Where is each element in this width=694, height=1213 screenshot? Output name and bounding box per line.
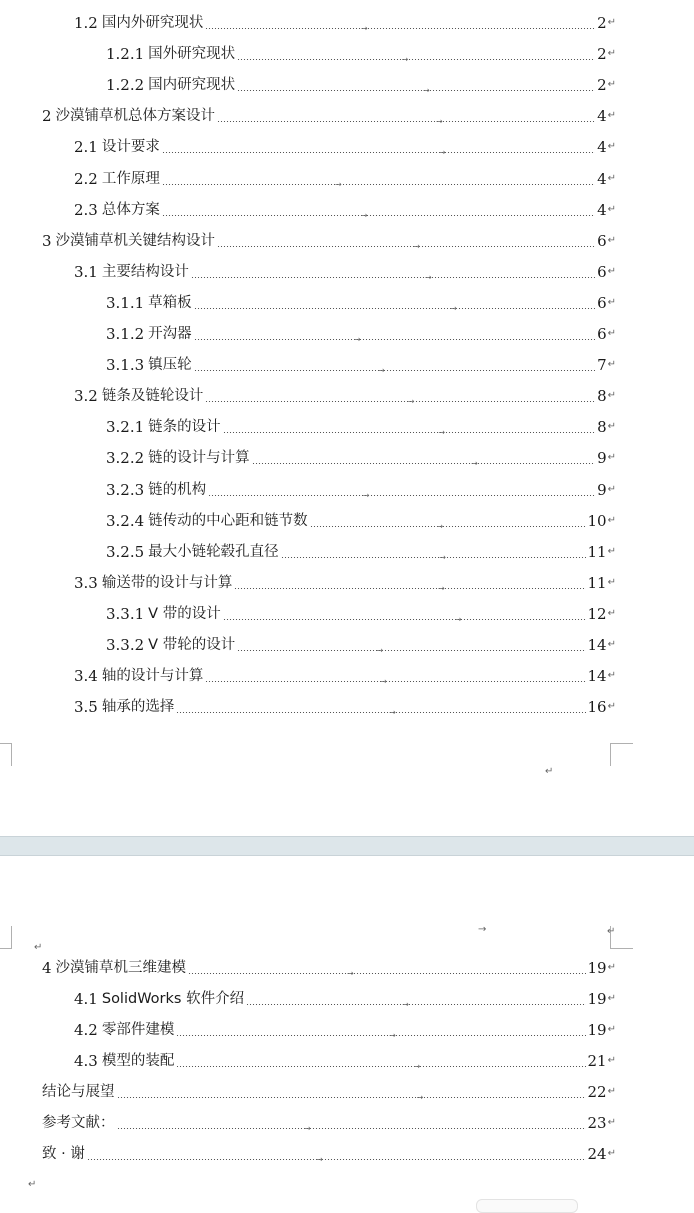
tab-mark: → — [389, 708, 396, 718]
toc-entry-page: 8 — [597, 387, 607, 406]
toc-entry[interactable] — [42, 228, 616, 250]
toc-entry-page: 6 — [597, 231, 607, 250]
toc-entry[interactable] — [74, 197, 616, 219]
toc-entry-title: 零部件建模 — [101, 1022, 175, 1038]
toc-entry-title: 设计要求 — [101, 139, 160, 156]
toc-entry-number: 3.5 — [74, 698, 98, 717]
toc-entry-title: 最大小链轮毂孔直径 — [148, 543, 279, 560]
margin-corner-top-left — [0, 743, 12, 766]
tab-mark: → — [389, 1031, 396, 1040]
toc-entry-title: 国内研究现状 — [148, 77, 236, 94]
paragraph-mark: ↵ — [607, 670, 616, 682]
toc-entry-number: 3.1.1 — [106, 293, 145, 312]
toc-entry-page: 14 — [587, 667, 607, 686]
tab-mark: → — [376, 646, 384, 655]
toc-entry-number: 3.1.2 — [106, 325, 145, 343]
toc-entry[interactable] — [74, 694, 616, 716]
toc-entry-number: 3.2 — [74, 387, 98, 406]
toc-dot-leader — [208, 490, 594, 500]
paragraph-mark: ↵ — [607, 110, 616, 122]
page-gap — [0, 836, 694, 856]
toc-entry[interactable] — [106, 414, 616, 436]
paragraph-mark: ↵ — [607, 328, 616, 339]
toc-entry-page: 2 — [597, 45, 607, 64]
toc-entry-page: 12 — [587, 604, 607, 623]
toc-entry-title: V 带轮的设计 — [148, 637, 236, 653]
toc-entry[interactable] — [74, 166, 616, 188]
toc-dot-leader — [162, 179, 595, 189]
toc-entry-title: 主要结构设计 — [101, 263, 189, 280]
toc-entry[interactable] — [74, 1017, 616, 1039]
toc-dot-leader — [237, 55, 594, 65]
paragraph-mark: ↵ — [607, 576, 616, 588]
toc-entry-title: 链传动的中心距和链节数 — [148, 512, 308, 529]
toc-entry-page: 8 — [597, 418, 607, 437]
toc-entry-number: 3.4 — [74, 667, 98, 686]
toc-entry-number: 3.2.5 — [106, 542, 145, 561]
toc-entry-title: 总体方案 — [101, 201, 160, 218]
margin-corner-top-right — [610, 743, 633, 766]
paragraph-mark: ↵ — [607, 926, 616, 937]
paragraph-mark: ↵ — [607, 993, 616, 1004]
toc-entry[interactable] — [106, 321, 616, 343]
floating-toolbar-edge — [476, 1199, 578, 1213]
toc-dot-leader — [205, 397, 594, 407]
toc-entry-title: 输送带的设计与计算 — [101, 574, 233, 591]
toc-entry[interactable] — [74, 134, 616, 156]
paragraph-mark: ↵ — [607, 1148, 616, 1159]
toc-entry-page: 19 — [587, 1021, 607, 1039]
toc-entry-number: 2.3 — [74, 200, 98, 219]
toc-entry-page: 10 — [587, 511, 607, 530]
paragraph-mark: ↵ — [607, 639, 616, 650]
toc-entry[interactable] — [74, 570, 616, 592]
tab-mark: → — [438, 428, 446, 438]
toc-dot-leader — [246, 1000, 585, 1009]
tab-mark: → — [436, 117, 443, 127]
toc-entry-number: 3.3.2 — [106, 636, 145, 654]
toc-dot-leader — [194, 335, 595, 344]
toc-entry-title: 开沟器 — [148, 326, 192, 342]
tab-mark: → — [347, 969, 354, 978]
tab-mark: → — [316, 1155, 323, 1164]
toc-dot-leader — [87, 1155, 586, 1164]
toc-entry-title: 链的设计与计算 — [148, 450, 250, 467]
tab-mark: → — [380, 677, 387, 687]
toc-entry[interactable] — [74, 259, 616, 281]
tab-mark: → — [304, 1124, 311, 1133]
toc-entry-page: 4 — [597, 200, 607, 219]
toc-entry-number: 3.2.4 — [106, 511, 145, 530]
tab-mark: → — [362, 490, 370, 500]
toc-entry[interactable] — [74, 1048, 616, 1070]
toc-entry-title: 工作原理 — [101, 170, 160, 187]
toc-entry-number: 4.2 — [74, 1021, 98, 1039]
tab-mark: → — [378, 366, 385, 376]
toc-entry-page: 6 — [597, 262, 607, 281]
paragraph-mark: ↵ — [607, 203, 616, 215]
tab-mark: → — [438, 583, 445, 593]
paragraph-mark: ↵ — [607, 79, 616, 91]
toc-entry-title: 草箱板 — [148, 294, 192, 311]
toc-entry[interactable] — [74, 663, 616, 685]
toc-entry-title: 链条的设计 — [148, 419, 221, 436]
toc-entry[interactable] — [42, 955, 616, 977]
toc-entry-number: 1.2.1 — [106, 45, 145, 64]
paragraph-mark: ↵ — [607, 514, 616, 526]
toc-entry[interactable] — [106, 539, 616, 561]
toc-entry-number: 3.3 — [74, 573, 98, 592]
toc-entry-title: 轴承的选择 — [101, 699, 175, 716]
toc-dot-leader — [176, 1062, 585, 1071]
tab-mark: → — [413, 241, 421, 251]
toc-entry-page: 2 — [597, 14, 607, 32]
toc-entry[interactable] — [106, 290, 616, 312]
paragraph-mark: ↵ — [607, 452, 616, 464]
toc-entry-title: 国外研究现状 — [148, 46, 236, 63]
toc-entry[interactable] — [106, 445, 616, 467]
toc-entry[interactable] — [74, 10, 616, 32]
tab-mark: → — [471, 459, 478, 469]
toc-entry[interactable] — [42, 1110, 616, 1132]
toc-entry-number: 3.1 — [74, 262, 98, 281]
toc-entry[interactable] — [74, 383, 616, 405]
toc-entry-page: 19 — [587, 959, 607, 977]
toc-entry-title: V 带的设计 — [148, 605, 221, 622]
toc-entry-number: 2 — [42, 107, 52, 126]
toc-entry-number: 1.2 — [74, 14, 98, 32]
toc-entry-title: 国内外研究现状 — [101, 15, 204, 31]
toc-entry-page: 4 — [597, 138, 607, 157]
tab-mark: → — [423, 86, 430, 96]
toc-entry-title: 致 · 谢 — [42, 1146, 85, 1162]
toc-entry-page: 6 — [597, 325, 607, 343]
tab-mark: → — [438, 148, 446, 158]
toc-entry-title: 沙漠铺草机总体方案设计 — [55, 108, 216, 125]
tab-mark: → — [436, 521, 444, 531]
paragraph-mark: ↵ — [607, 701, 616, 713]
toc-entry-title: 镇压轮 — [148, 357, 192, 374]
paragraph-mark: ↵ — [607, 1055, 616, 1066]
toc-entry-title: 沙漠铺草机关键结构设计 — [55, 232, 216, 249]
margin-corner-bottom-left — [0, 926, 12, 949]
toc-entry[interactable] — [42, 1079, 616, 1101]
toc-dot-leader — [205, 677, 585, 687]
tab-mark: → — [354, 335, 361, 344]
toc-entry-title: 链条及链轮设计 — [101, 388, 204, 405]
toc-dot-leader — [223, 428, 595, 438]
toc-entry-number: 3.1.3 — [106, 356, 145, 375]
toc-entry-title: 轴的设计与计算 — [101, 668, 204, 685]
toc-entry[interactable] — [74, 986, 616, 1008]
toc-dot-leader — [162, 210, 595, 220]
toc-dot-leader — [281, 552, 586, 562]
paragraph-mark: ↵ — [607, 359, 616, 371]
toc-entry[interactable] — [106, 477, 616, 499]
paragraph-mark: ↵ — [607, 421, 616, 433]
toc-entry-number: 2.1 — [74, 138, 98, 157]
toc-entry-number: 3.2.3 — [106, 480, 145, 499]
toc-entry-page: 14 — [587, 636, 607, 654]
toc-entry[interactable] — [106, 632, 616, 654]
toc-dot-leader — [217, 117, 595, 127]
toc-entry-page: 11 — [587, 573, 607, 592]
toc-entry[interactable] — [106, 352, 616, 374]
paragraph-mark: ↵ — [607, 234, 616, 246]
tab-mark: → — [413, 1062, 421, 1071]
toc-entry[interactable] — [106, 41, 616, 63]
paragraph-mark: ↵ — [607, 1117, 616, 1128]
tab-mark: → — [416, 1093, 424, 1102]
toc-entry-number: 4.1 — [74, 990, 98, 1008]
toc-entry-page: 9 — [597, 449, 607, 468]
toc-entry-page: 6 — [597, 293, 607, 312]
paragraph-mark: ↵ — [607, 172, 616, 184]
toc-entry-number: 3.2.1 — [106, 418, 145, 437]
toc-dot-leader — [117, 1093, 586, 1102]
toc-dot-leader — [188, 969, 585, 978]
paragraph-mark: ↵ — [607, 48, 616, 60]
toc-entry-number: 3.2.2 — [106, 449, 145, 468]
toc-entry-title: 参考文献： — [42, 1115, 115, 1131]
paragraph-mark: ↵ — [607, 265, 616, 277]
paragraph-mark: ↵ — [545, 766, 554, 777]
toc-dot-leader — [217, 241, 595, 251]
tab-mark: → — [360, 210, 368, 220]
toc-entry-page: 16 — [587, 698, 607, 717]
toc-entry-number: 1.2.2 — [106, 76, 145, 95]
paragraph-mark: ↵ — [607, 607, 616, 619]
toc-dot-leader — [223, 614, 586, 624]
toc-entry-page: 11 — [587, 542, 607, 561]
toc-entry[interactable] — [106, 72, 616, 94]
toc-entry-title: 模型的装配 — [101, 1053, 175, 1069]
toc-dot-leader — [191, 272, 595, 282]
toc-dot-leader — [176, 708, 585, 718]
paragraph-mark: ↵ — [607, 962, 616, 973]
paragraph-mark: ↵ — [607, 390, 616, 402]
toc-dot-leader — [194, 366, 595, 376]
paragraph-mark: ↵ — [607, 296, 616, 308]
tab-mark: → — [450, 303, 457, 313]
toc-entry-number: 3.3.1 — [106, 604, 145, 623]
toc-entry-page: 24 — [587, 1145, 607, 1163]
tab-mark: → — [407, 397, 415, 407]
toc-entry-page: 23 — [587, 1114, 607, 1132]
paragraph-mark: ↵ — [607, 1024, 616, 1035]
toc-entry-number: 4.3 — [74, 1052, 98, 1070]
toc-entry-page: 2 — [597, 76, 607, 95]
toc-entry-title: 链的机构 — [148, 481, 207, 498]
paragraph-mark: ↵ — [28, 1179, 37, 1190]
tab-mark: → — [425, 272, 432, 282]
toc-entry[interactable] — [42, 1141, 616, 1163]
tab-mark: → — [439, 552, 446, 562]
tab-mark: → — [361, 24, 368, 33]
paragraph-mark: ↵ — [607, 17, 616, 28]
toc-entry-number: 2.2 — [74, 169, 98, 188]
tab-mark: → — [401, 55, 409, 65]
toc-entry-page: 4 — [597, 169, 607, 188]
toc-entry-page: 9 — [597, 480, 607, 499]
tab-mark: → — [334, 179, 342, 189]
tab-mark: → — [478, 924, 487, 935]
toc-dot-leader — [205, 24, 594, 33]
toc-dot-leader — [310, 521, 586, 531]
toc-dot-leader — [252, 459, 595, 469]
toc-entry[interactable] — [106, 508, 616, 530]
toc-entry-title: SolidWorks 软件介绍 — [101, 991, 245, 1007]
toc-entry-page: 19 — [587, 990, 607, 1008]
paragraph-mark: ↵ — [607, 483, 616, 495]
toc-entry[interactable] — [42, 103, 616, 125]
tab-mark: → — [402, 1000, 409, 1009]
paragraph-mark: ↵ — [34, 942, 43, 953]
toc-entry-title: 结论与展望 — [42, 1084, 115, 1100]
toc-entry-title: 沙漠铺草机三维建模 — [55, 960, 187, 976]
paragraph-mark: ↵ — [607, 141, 616, 153]
toc-entry-number: 3 — [42, 231, 52, 250]
paragraph-mark: ↵ — [607, 545, 616, 557]
toc-entry-number: 4 — [42, 959, 52, 977]
toc-entry-page: 21 — [587, 1052, 607, 1070]
toc-dot-leader — [237, 86, 594, 96]
toc-entry-page: 4 — [597, 107, 607, 126]
toc-dot-leader — [117, 1124, 586, 1133]
paragraph-mark: ↵ — [607, 1086, 616, 1097]
toc-entry[interactable] — [106, 601, 616, 623]
tab-mark: → — [454, 614, 462, 624]
toc-dot-leader — [162, 148, 595, 158]
toc-dot-leader — [194, 303, 595, 313]
toc-entry-page: 22 — [587, 1083, 607, 1101]
toc-entry-page: 7 — [597, 356, 607, 375]
toc-dot-leader — [234, 583, 585, 593]
toc-dot-leader — [237, 646, 585, 655]
toc-dot-leader — [176, 1031, 585, 1040]
